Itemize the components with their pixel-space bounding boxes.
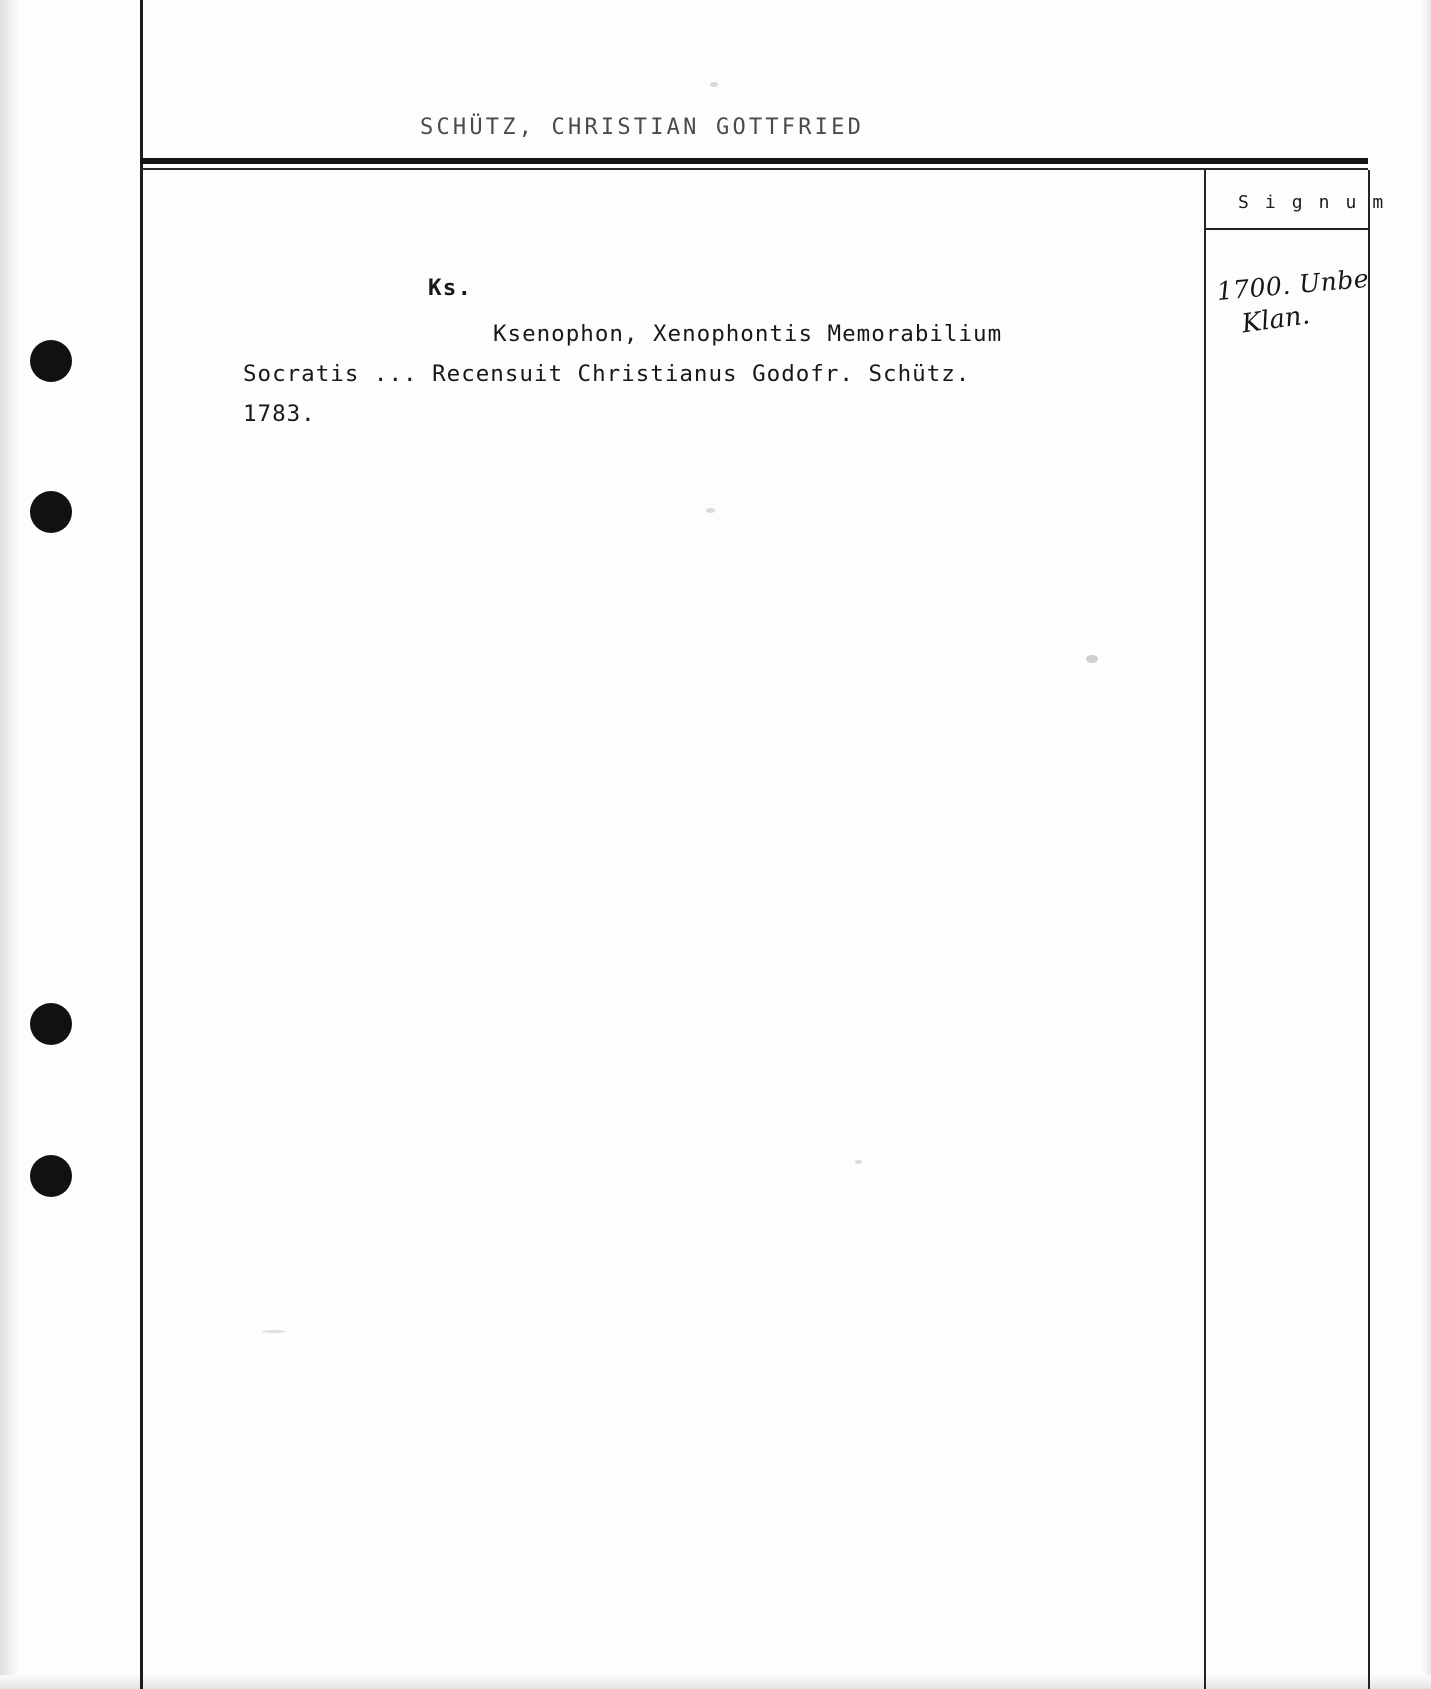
scan-edge-shadow-right	[1421, 0, 1431, 1689]
scan-artifact	[706, 508, 715, 513]
scan-artifact	[1086, 655, 1098, 663]
signum-note-line-1: 1700. Unbe	[1215, 263, 1371, 306]
signum-note-line-2: Klan.	[1239, 300, 1312, 340]
scan-edge-shadow-left	[0, 0, 18, 1689]
scan-edge-shadow-bottom	[0, 1675, 1431, 1689]
signum-column-header: S i g n u m	[1238, 192, 1386, 213]
form-border-top-secondary	[140, 168, 1368, 170]
punch-hole	[30, 1155, 72, 1197]
entry-title-line-1: Ksenophon, Xenophontis Memorabilium	[493, 321, 1003, 347]
punch-hole	[30, 340, 72, 382]
punch-hole	[30, 491, 72, 533]
scan-artifact	[710, 82, 718, 87]
form-border-left	[140, 0, 143, 1689]
entry-shelfmark: Ks.	[428, 275, 473, 301]
page-title: SCHÜTZ, CHRISTIAN GOTTFRIED	[420, 115, 865, 140]
form-border-top	[140, 158, 1368, 164]
form-border-right	[1368, 170, 1370, 1689]
scan-artifact	[262, 1330, 286, 1333]
signum-header-divider	[1204, 228, 1370, 230]
scan-artifact	[855, 1160, 862, 1164]
entry-year-line: 1783.	[243, 401, 316, 427]
signum-column-divider	[1204, 170, 1206, 1689]
catalog-entry	[243, 268, 1173, 434]
punch-hole	[30, 1003, 72, 1045]
entry-title-line-2: Socratis ... Recensuit Christianus Godofr. Schütz.	[243, 361, 971, 387]
signum-handwritten-note	[1216, 263, 1381, 338]
